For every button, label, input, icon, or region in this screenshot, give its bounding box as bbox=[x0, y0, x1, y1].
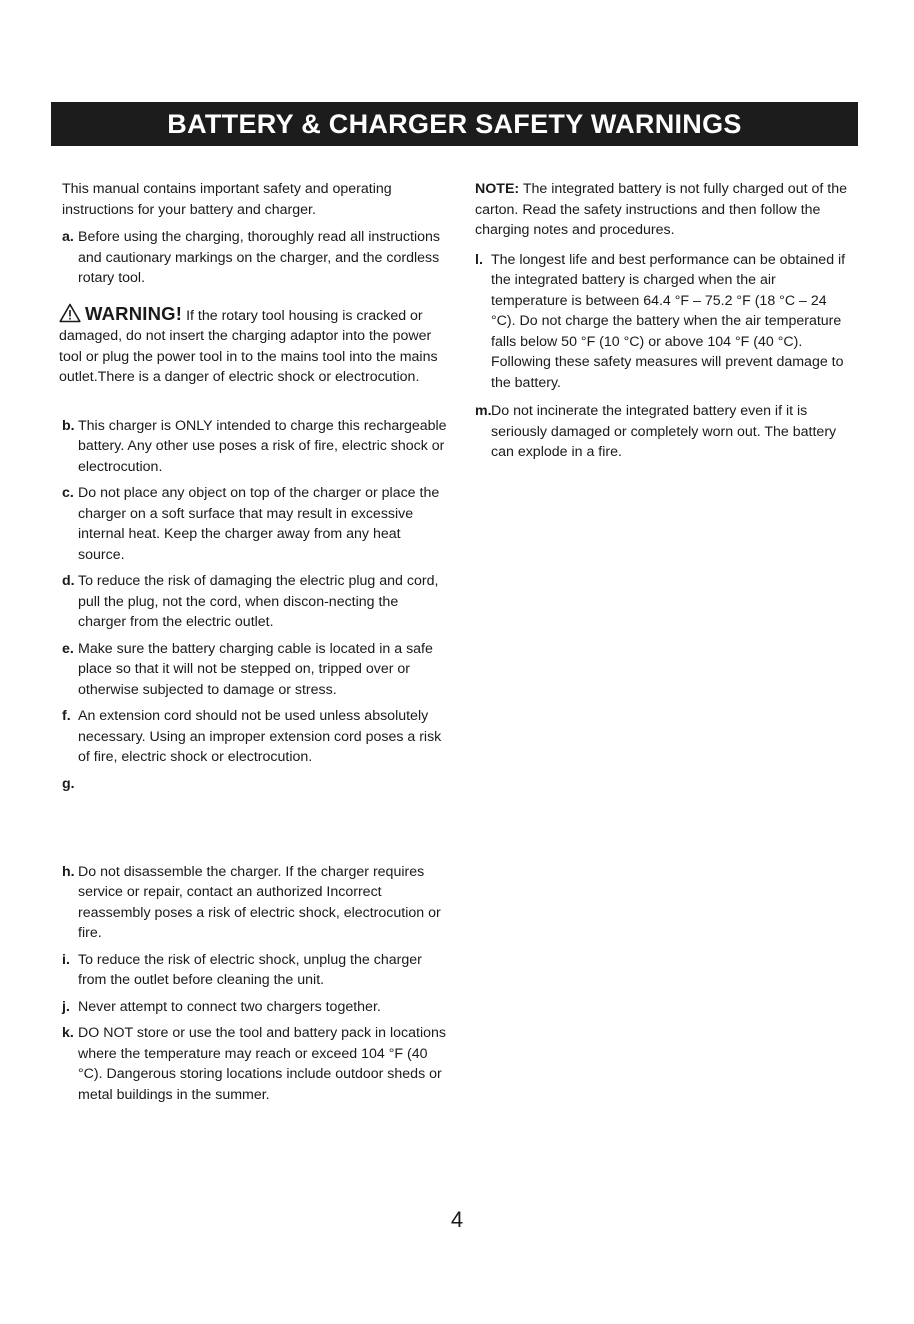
intro-paragraph: This manual contains important safety and operating instructions for your battery and charger. bbox=[62, 181, 392, 218]
item-label: h. bbox=[62, 863, 75, 880]
item-label: l. bbox=[475, 251, 483, 268]
list-item-b bbox=[62, 416, 447, 478]
list-item-c bbox=[62, 483, 447, 565]
item-label: m. bbox=[475, 403, 492, 419]
warning-title: WARNING! bbox=[84, 302, 183, 324]
right-column bbox=[475, 179, 853, 463]
page-title: BATTERY & CHARGER SAFETY WARNINGS bbox=[167, 108, 742, 139]
item-label: g. bbox=[62, 775, 75, 792]
note-text: The integrated battery is not fully charged out of the carton. Read the safety instructions and then follow the charging notes and procedures. bbox=[475, 181, 847, 238]
item-text: Do not incinerate the integrated battery even if it is seriously damaged or completely worn out. The battery can explode in a fire. bbox=[491, 403, 837, 460]
item-text: To reduce the risk of damaging the electric plug and cord, pull the plug, not the cord, when discon-necting the charger from the electric outlet. bbox=[78, 573, 439, 630]
item-text: Make sure the battery charging cable is located in a safe place so that it will not be stepped on, tripped over or otherwise subjected to damage or stress. bbox=[78, 640, 433, 698]
list-item-d bbox=[62, 571, 447, 633]
item-label: d. bbox=[62, 573, 75, 589]
item-label: c. bbox=[62, 485, 74, 501]
list-item-g bbox=[62, 774, 447, 856]
note-paragraph bbox=[475, 179, 853, 241]
item-text: Before using the charging, thoroughly read all instructions and cautionary markings on the charger, and the cordless rotary tool. bbox=[78, 229, 440, 286]
list-item-e bbox=[62, 639, 447, 701]
note-label: NOTE: bbox=[475, 181, 520, 197]
item-label: b. bbox=[62, 417, 75, 434]
item-text: Never attempt to connect two chargers together. bbox=[78, 998, 381, 1015]
item-text: Do not disassemble the charger. If the charger requires service or repair, contact an authorized Incorrect reassembly poses a risk of electric shock, electrocution or fire. bbox=[78, 863, 441, 941]
list-item-m bbox=[475, 401, 853, 463]
item-label: f. bbox=[62, 708, 71, 724]
left-column bbox=[59, 179, 447, 1105]
list-item-h bbox=[62, 862, 447, 944]
item-label: k. bbox=[62, 1025, 74, 1041]
item-label: a. bbox=[62, 229, 74, 245]
list-item-j bbox=[62, 997, 447, 1018]
warning-block bbox=[59, 303, 447, 388]
page-number: 4 bbox=[450, 1207, 464, 1232]
item-label: i. bbox=[62, 951, 70, 968]
warning-text: If the rotary tool housing is cracked or damaged, do not insert the charging adaptor into the power tool or plug the power tool in to the mains tool into the mains outlet.There is a danger of electric shock or electrocution. bbox=[59, 307, 438, 385]
item-text: To reduce the risk of electric shock, unplug the charger from the outlet before cleaning the unit. bbox=[78, 951, 422, 988]
item-text: The longest life and best performance can be obtained if the integrated battery is charged when the air temperature is between 64.4 °F – 75.2 °F (18 °C – 24 °C). Do not charge the battery when the air temperature falls below 50 °F (10 °C) or above 104 °F (40 °C). Following these safety measures will prevent damage to the battery. bbox=[491, 251, 846, 391]
item-label: j. bbox=[62, 998, 70, 1015]
item-text: This charger is ONLY intended to charge this rechargeable battery. Any other use poses a risk of fire, electric shock or electrocution. bbox=[78, 417, 447, 475]
item-text: Do not place any object on top of the charger or place the charger on a soft surface that may result in excessive internal heat. Keep the charger away from any heat source. bbox=[78, 485, 440, 563]
item-text: DO NOT store or use the tool and battery pack in locations where the temperature may reach or exceed 104 °F (40 °C). Dangerous storing locations include outdoor sheds or metal buildings in the summer. bbox=[78, 1025, 447, 1103]
list-item-a bbox=[62, 227, 447, 289]
list-item-i bbox=[62, 950, 447, 991]
list-item-k bbox=[62, 1023, 447, 1105]
section-title-banner bbox=[51, 102, 858, 146]
warning-triangle-icon bbox=[59, 303, 81, 323]
list-item-l bbox=[475, 250, 853, 394]
list-item-f bbox=[62, 706, 447, 768]
item-text: An extension cord should not be used unless absolutely necessary. Using an improper extension cord poses a risk of fire, electric shock or electrocution. bbox=[78, 708, 442, 765]
item-label: e. bbox=[62, 640, 74, 657]
